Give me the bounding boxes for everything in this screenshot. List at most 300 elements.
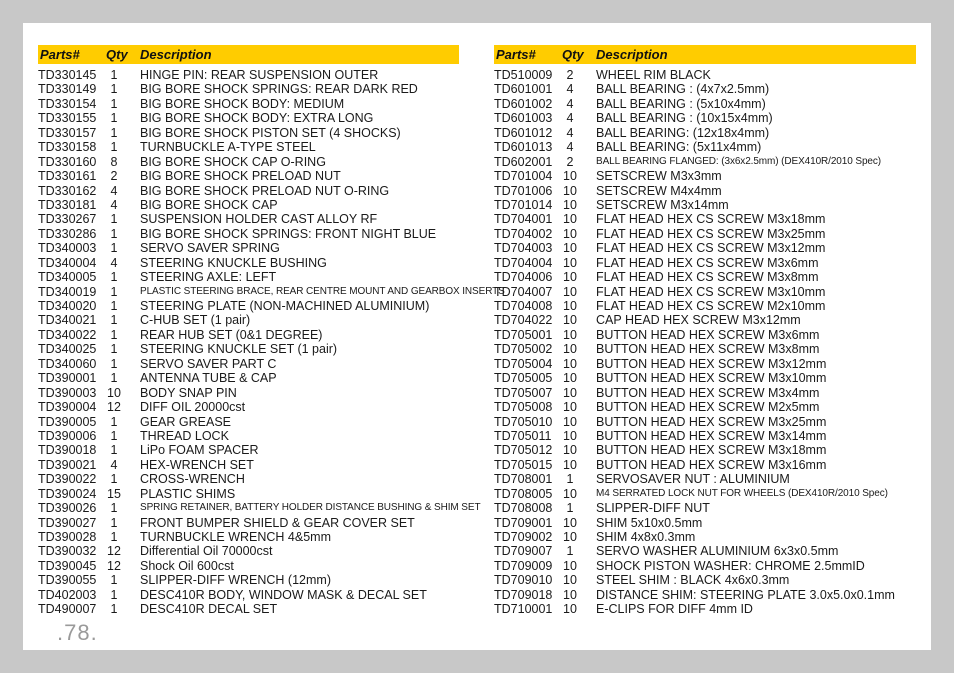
part-number: TD330286	[38, 226, 97, 241]
quantity: 1	[110, 443, 118, 458]
quantity: 4	[566, 140, 574, 155]
table-row	[494, 270, 916, 284]
part-number: TD705012	[494, 443, 553, 458]
table-row	[38, 588, 459, 602]
quantity: 1	[110, 125, 118, 140]
quantity: 10	[563, 587, 577, 602]
part-number: TD402003	[38, 587, 97, 602]
part-number: TD330145	[38, 68, 97, 82]
quantity: 4	[110, 457, 118, 472]
description: BUTTON HEAD HEX SCREW M3x10mm	[596, 371, 827, 386]
part-number: TD340025	[38, 342, 97, 357]
table-row	[38, 429, 459, 443]
part-number: TD602001	[494, 154, 553, 169]
quantity: 10	[563, 371, 577, 386]
part-number: TD704006	[494, 270, 553, 285]
description: BUTTON HEAD HEX SCREW M3x16mm	[596, 457, 827, 472]
table-row	[494, 472, 916, 486]
quantity: 4	[110, 255, 118, 270]
table-row	[38, 155, 459, 169]
description: FLAT HEAD HEX CS SCREW M3x18mm	[596, 212, 826, 227]
part-number: TD701014	[494, 197, 553, 212]
description: SUSPENSION HOLDER CAST ALLOY RF	[140, 212, 378, 227]
table-row	[494, 126, 916, 140]
description: DESC410R DECAL SET	[140, 602, 278, 617]
table-row	[38, 284, 505, 299]
table-row	[494, 530, 916, 544]
table-row	[38, 472, 459, 486]
part-number: TD704008	[494, 299, 553, 313]
quantity: 1	[110, 284, 118, 299]
description: SHOCK PISTON WASHER: CHROME 2.5mmID	[596, 558, 865, 573]
quantity: 1	[110, 96, 118, 111]
description: SETSCREW M3x14mm	[596, 197, 729, 212]
part-number: TD330161	[38, 169, 97, 184]
part-number: TD510009	[494, 68, 553, 82]
quantity: 1	[110, 270, 118, 285]
description: FLAT HEAD HEX CS SCREW M3x12mm	[596, 241, 826, 256]
part-number: TD601001	[494, 82, 553, 97]
table-row	[38, 68, 459, 82]
table-row	[38, 184, 459, 198]
header-parts: Parts#	[40, 47, 80, 62]
part-number: TD709002	[494, 530, 553, 544]
part-number: TD340021	[38, 313, 97, 328]
quantity: 4	[566, 125, 574, 140]
description: STEERING KNUCKLE SET (1 pair)	[140, 342, 338, 357]
table-row	[38, 256, 459, 270]
table-row	[494, 415, 916, 429]
description: E-CLIPS FOR DIFF 4mm ID	[596, 602, 753, 617]
description: BALL BEARING : (5x10x4mm)	[596, 96, 766, 111]
quantity: 4	[110, 183, 118, 198]
description: BUTTON HEAD HEX SCREW M3x4mm	[596, 385, 820, 400]
quantity: 10	[107, 385, 121, 400]
table-row	[38, 400, 459, 414]
page-number: .78.	[57, 620, 98, 645]
table-row	[38, 501, 481, 516]
part-number: TD390055	[38, 573, 97, 588]
quantity: 10	[563, 515, 577, 530]
part-number: TD390006	[38, 428, 97, 443]
table-row	[38, 386, 459, 400]
table-row	[38, 530, 459, 544]
description: SPRING RETAINER, BATTERY HOLDER DISTANCE BUSHING & SHIM SET	[140, 502, 481, 514]
description: Differential Oil 70000cst	[140, 544, 273, 559]
description: CAP HEAD HEX SCREW M3x12mm	[596, 313, 801, 328]
part-number: TD340003	[38, 241, 97, 256]
table-row	[494, 371, 916, 385]
table-row	[38, 126, 459, 140]
part-number: TD704007	[494, 284, 553, 299]
quantity: 2	[566, 68, 574, 82]
quantity: 10	[563, 443, 577, 458]
quantity: 2	[110, 169, 118, 184]
part-number: TD340019	[38, 284, 97, 299]
table-row	[38, 299, 459, 313]
description: BUTTON HEAD HEX SCREW M3x8mm	[596, 342, 820, 357]
quantity: 10	[563, 558, 577, 573]
description: BUTTON HEAD HEX SCREW M2x5mm	[596, 400, 820, 415]
quantity: 2	[566, 154, 574, 169]
quantity: 1	[110, 602, 118, 617]
quantity: 10	[563, 299, 577, 313]
part-number: TD704022	[494, 313, 553, 328]
table-row	[494, 256, 916, 270]
description: STEERING PLATE (NON-MACHINED ALUMINIUM)	[140, 299, 430, 313]
table-row	[38, 169, 459, 183]
table-row	[494, 458, 916, 472]
quantity: 1	[110, 501, 118, 516]
quantity: 1	[110, 299, 118, 313]
quantity: 10	[563, 342, 577, 357]
description: ANTENNA TUBE & CAP	[140, 371, 277, 386]
quantity: 10	[563, 313, 577, 328]
table-row	[494, 155, 916, 169]
description: BALL BEARING : (4x7x2.5mm)	[596, 82, 770, 97]
description: BUTTON HEAD HEX SCREW M3x6mm	[596, 327, 820, 342]
quantity: 10	[563, 327, 577, 342]
description: FLAT HEAD HEX CS SCREW M3x8mm	[596, 270, 819, 285]
table-row	[494, 342, 916, 356]
description: BIG BORE SHOCK SPRINGS: REAR DARK RED	[140, 82, 418, 97]
table-row	[38, 516, 459, 530]
quantity: 1	[110, 530, 118, 544]
table-row	[38, 559, 459, 573]
part-number: TD340022	[38, 327, 97, 342]
part-number: TD390032	[38, 544, 97, 559]
table-row	[494, 140, 916, 154]
header-qty: Qty	[106, 47, 128, 62]
part-number: TD705011	[494, 428, 552, 443]
part-number: TD709018	[494, 587, 553, 602]
part-number: TD708001	[494, 472, 553, 487]
table-row	[494, 299, 916, 313]
part-number: TD390004	[38, 400, 97, 415]
table-row	[38, 573, 459, 587]
part-number: TD601003	[494, 111, 553, 126]
quantity: 1	[110, 68, 118, 82]
table-row	[494, 487, 916, 501]
quantity: 8	[110, 154, 118, 169]
quantity: 1	[110, 515, 118, 530]
description: BUTTON HEAD HEX SCREW M3x18mm	[596, 443, 827, 458]
table-row	[494, 602, 916, 616]
quantity: 1	[566, 544, 574, 559]
description: BALL BEARING FLANGED: (3x6x2.5mm) (DEX410R/2010 Spec)	[596, 155, 881, 167]
part-number: TD701006	[494, 183, 553, 198]
quantity: 10	[563, 197, 577, 212]
part-number: TD705007	[494, 385, 553, 400]
table-row	[38, 544, 459, 558]
quantity: 12	[107, 544, 121, 559]
quantity: 1	[566, 501, 574, 516]
part-number: TD705004	[494, 356, 553, 371]
part-number: TD705001	[494, 327, 553, 342]
table-row	[494, 501, 916, 515]
table-row	[494, 573, 916, 587]
quantity: 1	[110, 342, 118, 357]
table-row	[494, 241, 916, 255]
table-row	[38, 342, 459, 356]
quantity: 1	[110, 226, 118, 241]
part-number: TD490007	[38, 602, 97, 617]
table-row	[38, 97, 459, 111]
description: BIG BORE SHOCK PRELOAD NUT O-RING	[140, 183, 390, 198]
quantity: 1	[110, 111, 118, 126]
quantity: 10	[563, 226, 577, 241]
description: SLIPPER-DIFF NUT	[596, 501, 710, 516]
part-number: TD330155	[38, 111, 97, 126]
quantity: 12	[107, 400, 121, 415]
quantity: 10	[563, 241, 577, 256]
part-number: TD704002	[494, 226, 553, 241]
description: STEEL SHIM : BLACK 4x6x0.3mm	[596, 573, 790, 588]
description: BIG BORE SHOCK CAP O-RING	[140, 154, 326, 169]
description: THREAD LOCK	[140, 428, 229, 443]
description: BUTTON HEAD HEX SCREW M3x25mm	[596, 414, 827, 429]
description: BALL BEARING: (5x11x4mm)	[596, 140, 762, 155]
description: FLAT HEAD HEX CS SCREW M2x10mm	[596, 299, 826, 313]
header-qty: Qty	[562, 47, 584, 62]
part-number: TD708005	[494, 486, 553, 501]
quantity: 10	[563, 457, 577, 472]
table-row	[38, 82, 459, 96]
parts-rows	[38, 68, 505, 617]
part-number: TD330181	[38, 197, 97, 212]
part-number: TD709007	[494, 544, 553, 559]
part-number: TD330267	[38, 212, 97, 227]
quantity: 1	[110, 313, 118, 328]
quantity: 4	[566, 111, 574, 126]
part-number: TD708008	[494, 501, 553, 516]
table-row	[38, 111, 459, 125]
part-number: TD390024	[38, 486, 97, 501]
quantity: 4	[566, 96, 574, 111]
parts-column-right	[494, 45, 916, 617]
description: STEERING KNUCKLE BUSHING	[140, 255, 327, 270]
quantity: 15	[107, 486, 121, 501]
table-row	[494, 285, 916, 299]
part-number: TD340005	[38, 270, 97, 285]
table-row	[494, 443, 916, 457]
header-description: Description	[140, 47, 212, 62]
table-row	[494, 82, 916, 96]
part-number: TD390003	[38, 385, 97, 400]
quantity: 10	[563, 270, 577, 285]
part-number: TD705005	[494, 371, 553, 386]
description: SERVOSAVER NUT : ALUMINIUM	[596, 472, 790, 487]
part-number: TD601013	[494, 140, 553, 155]
part-number: TD330149	[38, 82, 97, 97]
part-number: TD330158	[38, 140, 97, 155]
description: BALL BEARING: (12x18x4mm)	[596, 125, 770, 140]
description: GEAR GREASE	[140, 414, 231, 429]
description: FLAT HEAD HEX CS SCREW M3x10mm	[596, 284, 826, 299]
quantity: 12	[107, 558, 121, 573]
header-parts: Parts#	[496, 47, 536, 62]
description: SHIM 5x10x0.5mm	[596, 515, 703, 530]
description: FLAT HEAD HEX CS SCREW M3x6mm	[596, 255, 819, 270]
part-number: TD601002	[494, 96, 553, 111]
description: SLIPPER-DIFF WRENCH (12mm)	[140, 573, 331, 588]
part-number: TD390026	[38, 501, 97, 516]
description: BIG BORE SHOCK PRELOAD NUT	[140, 169, 341, 184]
description: HEX-WRENCH SET	[140, 457, 254, 472]
quantity: 1	[110, 371, 118, 386]
description: HINGE PIN: REAR SUSPENSION OUTER	[140, 68, 379, 82]
description: SERVO SAVER SPRING	[140, 241, 280, 256]
quantity: 1	[110, 241, 118, 256]
parts-rows	[494, 68, 916, 617]
quantity: 10	[563, 530, 577, 544]
quantity: 1	[110, 573, 118, 588]
part-number: TD330162	[38, 183, 97, 198]
part-number: TD390022	[38, 472, 97, 487]
part-number: TD704001	[494, 212, 553, 227]
table-row	[494, 357, 916, 371]
description: BALL BEARING : (10x15x4mm)	[596, 111, 773, 126]
table-row	[38, 270, 459, 284]
description: PLASTIC SHIMS	[140, 486, 236, 501]
table-row	[494, 559, 916, 573]
table-row	[38, 198, 459, 212]
description: C-HUB SET (1 pair)	[140, 313, 251, 328]
header-description: Description	[596, 47, 668, 62]
part-number: TD705015	[494, 457, 553, 472]
table-row	[494, 227, 916, 241]
table-row	[38, 241, 459, 255]
table-row	[494, 198, 916, 212]
quantity: 4	[566, 82, 574, 97]
part-number: TD390045	[38, 558, 97, 573]
table-row	[38, 443, 459, 457]
description: BIG BORE SHOCK PISTON SET (4 SHOCKS)	[140, 125, 401, 140]
part-number: TD390028	[38, 530, 97, 544]
table-row	[494, 544, 916, 558]
table-row	[38, 602, 459, 616]
quantity: 1	[110, 414, 118, 429]
quantity: 10	[563, 183, 577, 198]
part-number: TD710001	[494, 602, 553, 617]
quantity: 10	[563, 385, 577, 400]
table-row	[494, 588, 916, 602]
description: TURNBUCKLE A-TYPE STEEL	[140, 140, 316, 155]
table-row	[38, 357, 459, 371]
quantity: 10	[563, 169, 577, 184]
quantity: 1	[110, 327, 118, 342]
quantity: 1	[110, 428, 118, 443]
quantity: 10	[563, 255, 577, 270]
quantity: 10	[563, 284, 577, 299]
part-number: TD390021	[38, 457, 97, 472]
description: DESC410R BODY, WINDOW MASK & DECAL SET	[140, 587, 427, 602]
quantity: 4	[110, 197, 118, 212]
description: BIG BORE SHOCK SPRINGS: FRONT NIGHT BLUE	[140, 226, 437, 241]
column-header	[494, 45, 916, 64]
part-number: TD390005	[38, 414, 97, 429]
table-row	[494, 313, 916, 327]
quantity: 1	[566, 472, 574, 487]
part-number: TD330157	[38, 125, 97, 140]
description: SHIM 4x8x0.3mm	[596, 530, 696, 544]
table-row	[494, 169, 916, 183]
table-row	[494, 111, 916, 125]
quantity: 10	[563, 602, 577, 617]
part-number: TD390018	[38, 443, 97, 458]
quantity: 10	[563, 356, 577, 371]
quantity: 10	[563, 400, 577, 415]
description: BIG BORE SHOCK BODY: EXTRA LONG	[140, 111, 374, 126]
parts-list-page	[23, 23, 931, 650]
table-row	[38, 212, 459, 226]
description: SETSCREW M3x3mm	[596, 169, 722, 184]
description: BUTTON HEAD HEX SCREW M3x14mm	[596, 428, 827, 443]
table-row	[38, 328, 459, 342]
table-row	[38, 227, 459, 241]
description: M4 SERRATED LOCK NUT FOR WHEELS (DEX410R/2010 Spec)	[596, 487, 888, 499]
description: Shock Oil 600cst	[140, 558, 234, 573]
description: CROSS-WRENCH	[140, 472, 245, 487]
part-number: TD705010	[494, 414, 553, 429]
description: BIG BORE SHOCK CAP	[140, 197, 278, 212]
part-number: TD704003	[494, 241, 553, 256]
part-number: TD340004	[38, 255, 97, 270]
quantity: 10	[563, 428, 577, 443]
part-number: TD705002	[494, 342, 553, 357]
table-row	[494, 516, 916, 530]
part-number: TD701004	[494, 169, 553, 184]
part-number: TD704004	[494, 255, 553, 270]
table-row	[494, 400, 916, 414]
part-number: TD390027	[38, 515, 97, 530]
description: FLAT HEAD HEX CS SCREW M3x25mm	[596, 226, 826, 241]
table-row	[494, 212, 916, 226]
quantity: 1	[110, 140, 118, 155]
table-row	[38, 313, 459, 327]
part-number: TD340060	[38, 356, 97, 371]
table-row	[494, 184, 916, 198]
description: BODY SNAP PIN	[140, 385, 237, 400]
description: LiPo FOAM SPACER	[140, 443, 259, 458]
description: TURNBUCKLE WRENCH 4&5mm	[140, 530, 331, 544]
quantity: 10	[563, 486, 577, 501]
column-header	[38, 45, 459, 64]
description: STEERING AXLE: LEFT	[140, 270, 277, 285]
part-number: TD709009	[494, 558, 553, 573]
description: DISTANCE SHIM: STEERING PLATE 3.0x5.0x0.1mm	[596, 587, 895, 602]
description: SERVO SAVER PART C	[140, 356, 277, 371]
part-number: TD330154	[38, 96, 97, 111]
quantity: 1	[110, 212, 118, 227]
quantity: 1	[110, 356, 118, 371]
quantity: 10	[563, 212, 577, 227]
table-row	[38, 371, 459, 385]
parts-column-left	[38, 45, 505, 617]
description: DIFF OIL 20000cst	[140, 400, 246, 415]
table-row	[38, 458, 459, 472]
quantity: 1	[110, 587, 118, 602]
description: WHEEL RIM BLACK	[596, 68, 711, 82]
table-row	[38, 487, 459, 501]
table-row	[38, 415, 459, 429]
table-row	[494, 97, 916, 111]
table-row	[494, 68, 916, 82]
part-number: TD709010	[494, 573, 553, 588]
part-number: TD330160	[38, 154, 97, 169]
description: REAR HUB SET (0&1 DEGREE)	[140, 327, 323, 342]
part-number: TD340020	[38, 299, 97, 313]
